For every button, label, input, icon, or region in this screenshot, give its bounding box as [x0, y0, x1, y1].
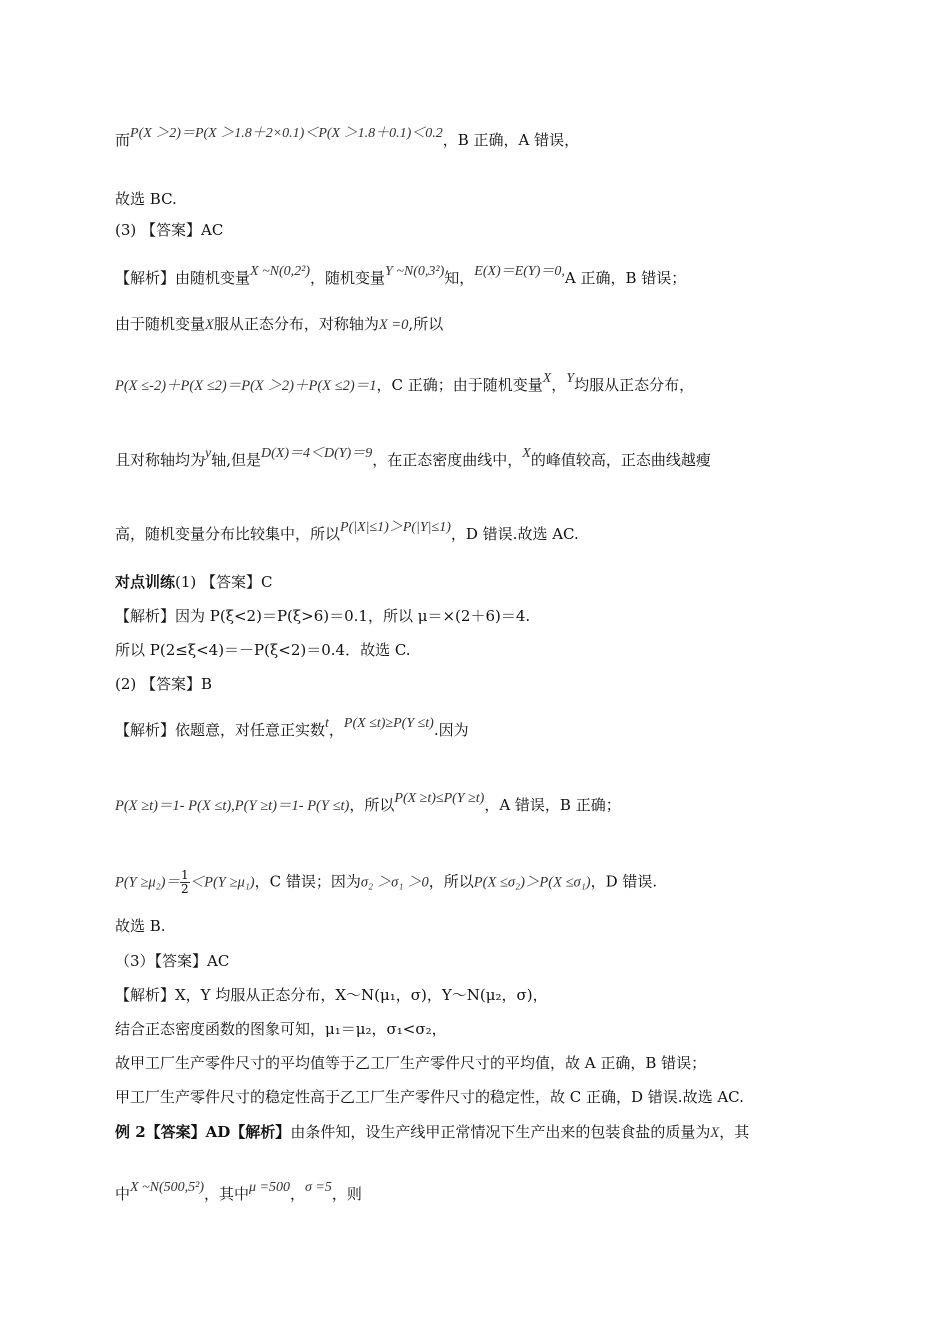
line-6: [115, 371, 695, 397]
math-formula: E(X)＝E(Y)＝0,: [474, 264, 565, 279]
text: 而: [115, 131, 131, 149]
line-11: [115, 640, 411, 660]
text: 且对称轴均为: [115, 451, 206, 469]
math-formula: P(X ≤-2)＋P(X ≤2)＝P(X ＞2)＋P(X ≤2)＝1: [115, 378, 377, 394]
line-17: [115, 951, 229, 971]
math-formula: P(X ≥t)≤P(Y ≥t): [394, 791, 485, 806]
text: ，B 正确，A 错误，: [442, 131, 580, 149]
line-16: [115, 916, 166, 936]
text: ，随机变量: [310, 269, 386, 287]
text: 所以 P(2≤ξ<4)＝－P(ξ<2)＝0.4．故选 C.: [115, 641, 411, 659]
text: 故甲工厂生产零件尺寸的平均值等于乙工厂生产零件尺寸的平均值，故 A 正确，B 错误；: [115, 1054, 707, 1072]
math-formula: P(X ＞2)＝P(X ＞1.8＋2×0.1)＜P(X ＞1.8＋0.1)＜0.2: [130, 126, 443, 141]
line-14: [115, 791, 621, 817]
text: 故选 B.: [115, 917, 166, 935]
text: ，A 错误，B 正确；: [484, 796, 621, 814]
text: ,所以: [408, 315, 444, 333]
line-13: [115, 716, 469, 742]
line-23: [115, 1180, 362, 1206]
math-formula: σ =5: [305, 1180, 332, 1195]
line-22: [115, 1122, 749, 1143]
text: ，则: [331, 1185, 362, 1203]
section-title: 对点训练: [115, 573, 176, 591]
text: 由条件知，设生产线甲正常情况下生产出来的包装食盐的质量为: [290, 1123, 711, 1141]
text: 由于随机变量: [115, 315, 206, 333]
text: 的峰值较高，正态曲线越瘦: [530, 451, 711, 469]
text: ，所以: [349, 796, 395, 814]
text: 甲工厂生产零件尺寸的稳定性高于乙工厂生产零件尺寸的稳定性，故 C 正确，D 错误.故选 AC.: [115, 1088, 744, 1106]
line-20: [115, 1053, 706, 1073]
math-formula: X ~N(500,5²): [130, 1180, 205, 1195]
text: ，C 错误；因为: [254, 872, 361, 891]
fraction: [180, 869, 190, 896]
text: ，D 错误.: [590, 872, 658, 891]
answer-heading: (1) 【答案】C: [175, 573, 273, 591]
math-var: X: [542, 371, 552, 386]
line-9: [115, 572, 273, 592]
text: 均服从正态分布，: [574, 376, 695, 394]
text: ，其中: [204, 1185, 250, 1203]
text: ，: [328, 721, 344, 739]
math-formula: D(X)＝4＜D(Y)＝9: [261, 446, 373, 461]
answer-heading: (2) 【答案】B: [115, 675, 213, 693]
math-var: Y: [566, 371, 575, 386]
line-1: [115, 126, 580, 152]
line-15: [115, 869, 657, 896]
text: .因为: [433, 721, 469, 739]
math-formula: μ =500: [249, 1180, 291, 1195]
math-formula: Y ~N(0,3²): [385, 264, 445, 279]
math-formula: P(X ≤t)≥P(Y ≤t): [343, 716, 434, 731]
math-formula: σ₂ ＞σ₁ ＞0: [360, 874, 429, 891]
text: ，其: [719, 1123, 750, 1141]
text: 【解析】因为 P(ξ<2)＝P(ξ>6)＝0.1，所以 μ＝×(2＋6)＝4.: [115, 607, 531, 625]
math-formula: X =0: [378, 317, 409, 333]
line-5: [115, 314, 443, 335]
text: A 正确，B 错误；: [564, 269, 687, 287]
text: ，所以: [428, 872, 474, 891]
line-19: [115, 1019, 447, 1039]
text: ，: [551, 376, 567, 394]
fraction-denominator: 2: [180, 882, 189, 896]
math-formula: ＜P(Y ≥μ₁): [189, 874, 255, 891]
text: 【解析】依题意，对任意正实数: [115, 721, 326, 739]
answer-heading: （3）【答案】AC: [115, 952, 230, 970]
text: 轴,但是: [211, 451, 262, 469]
math-var: X: [205, 317, 214, 333]
text: 故选 BC.: [115, 190, 177, 208]
line-4: [115, 264, 687, 290]
text: 中: [115, 1185, 131, 1203]
line-2: [115, 189, 177, 209]
answer-heading: (3) 【答案】AC: [115, 221, 224, 239]
text: ，C 正确；由于随机变量: [376, 376, 543, 394]
text: 结合正态密度函数的图象可知，μ₁＝μ₂，σ₁<σ₂，: [115, 1020, 447, 1038]
example-heading: 例 2【答案】AD【解析】: [115, 1123, 291, 1141]
math-var: y: [205, 446, 212, 461]
line-3: [115, 220, 223, 240]
text: ，在正态密度曲线中，: [372, 451, 523, 469]
text: 高，随机变量分布比较集中，所以: [115, 525, 341, 543]
math-var: t: [325, 716, 329, 731]
math-var: X: [522, 446, 531, 461]
math-formula: P(X ≤σ₂)＞P(X ≤σ₁): [473, 874, 591, 891]
line-7: [115, 446, 711, 472]
math-var: X: [710, 1125, 720, 1141]
math-formula: P(X ≥t)＝1- P(X ≤t),P(Y ≥t)＝1- P(Y ≤t): [115, 798, 350, 814]
math-formula: P(Y ≥μ₂)＝: [115, 874, 180, 891]
math-formula: X ~N(0,2²): [250, 264, 311, 279]
line-8: [115, 520, 579, 546]
line-10: [115, 606, 530, 626]
math-formula: P(|X|≤1)＞P(|Y|≤1): [340, 520, 451, 535]
text: 服从正态分布，对称轴为: [213, 315, 379, 333]
line-18: [115, 985, 548, 1005]
fraction-numerator: 1: [180, 868, 189, 882]
text: ，D 错误.故选 AC.: [450, 525, 579, 543]
line-12: [115, 674, 212, 694]
line-21: [115, 1087, 744, 1107]
text: 【解析】X，Y 均服从正态分布，X～N(μ₁，σ)，Y～N(μ₂，σ)，: [115, 986, 548, 1004]
text: 【解析】由随机变量: [115, 269, 251, 287]
text: ，: [290, 1185, 306, 1203]
text: 知，: [444, 269, 475, 287]
